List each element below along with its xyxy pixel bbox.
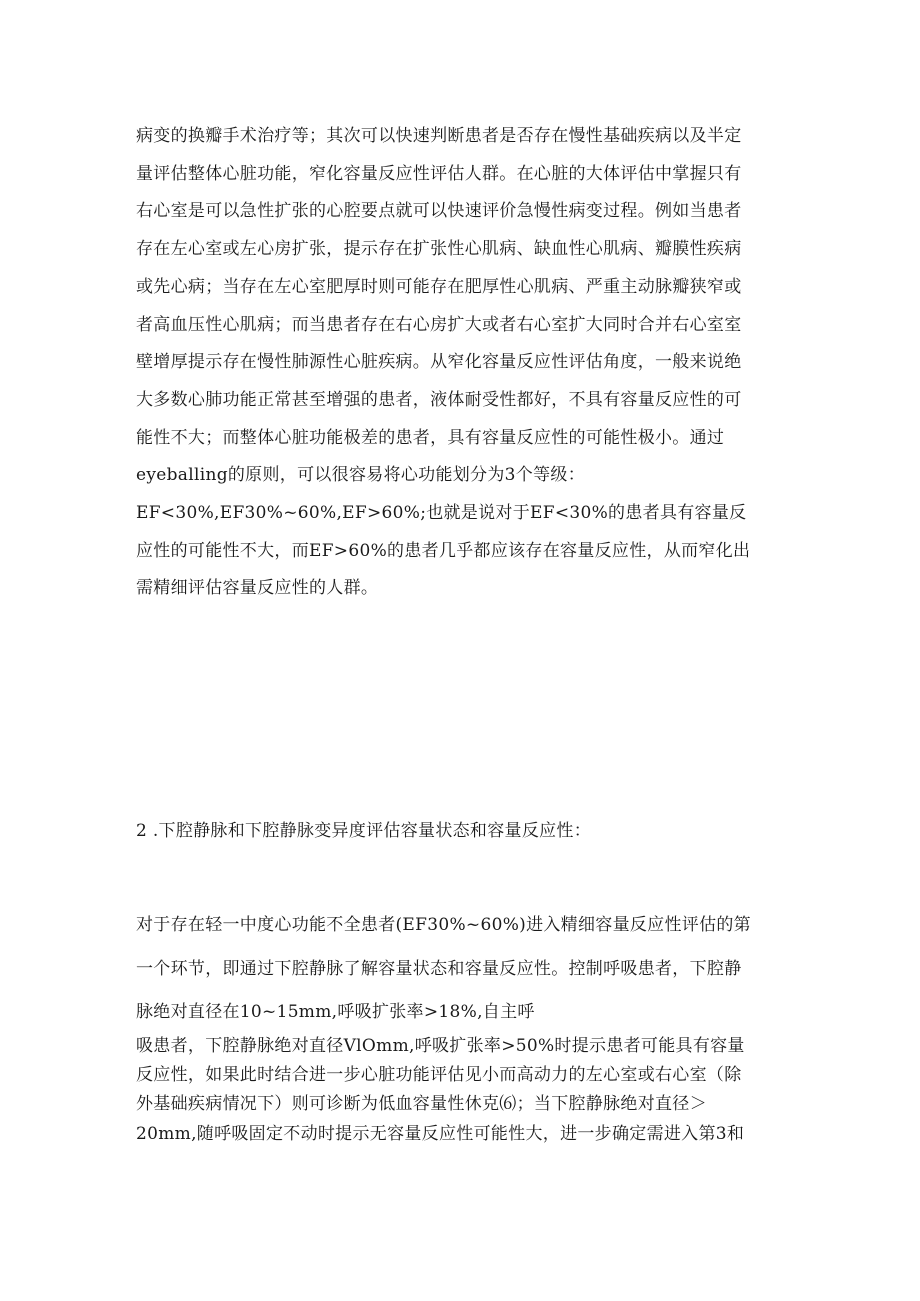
text-line: 外基础疾病情况下）则可诊断为低血容量性休克⑹；当下腔静脉绝对直径＞ [136,1094,707,1115]
text-line: 脉绝对直径在10~15mm,呼吸扩张率>18%,自主呼 [136,1002,535,1022]
text-line: eyeballing的原则，可以很容易将心功能划分为3个等级： [136,465,585,486]
paragraph-cardiac-assessment [136,118,796,608]
paragraph-ivc-assessment [136,904,796,1035]
text-line: 壁增厚提示存在慢性肺源性心脏疾病。从窄化容量反应性评估角度，一般来说绝 [136,352,742,373]
text-line: 对于存在轻一中度心功能不全患者(EF30%~60%)进入精细容量反应性评估的第 [136,915,751,935]
text-line: 右心室是可以急性扩张的心腔要点就可以快速评价急慢性病变过程。例如当患者 [136,201,742,222]
text-line: 者高血压性心肌病；而当患者存在右心房扩大或者右心室扩大同时合并右心室室 [136,314,742,335]
text-line: 吸患者，下腔静脉绝对直径VlOmm,呼吸扩张率>50%时提示患者可能具有容量 [136,1036,745,1056]
section-heading: 2 .下腔静脉和下腔静脉变异度评估容量状态和容量反应性： [136,821,592,841]
text-line: 量评估整体心脏功能，窄化容量反应性评估人群。在心脏的大体评估中掌握只有 [136,163,742,184]
text-line: 存在左心室或左心房扩张，提示存在扩张性心肌病、缺血性心肌病、瓣膜性疾病 [136,239,742,260]
text-line: 需精细评估容量反应性的人群。 [136,578,379,599]
text-line: EF<30%,EF30%~60%,EF>60%;也就是说对于EF<30%的患者具有容量反 [136,503,747,524]
paragraph-spontaneous-breathing [136,1032,796,1149]
text-line: 20mm,随呼吸固定不动时提示无容量反应性可能性大，进一步确定需进入第3和 [136,1123,745,1144]
text-line: 病变的换瓣手术治疗等；其次可以快速判断患者是否存在慢性基础疾病以及半定 [136,126,742,146]
text-line: 大多数心肺功能正常甚至增强的患者，液体耐受性都好，不具有容量反应性的可 [136,389,742,410]
text-line: 或先心病；当存在左心室肥厚时则可能存在肥厚性心肌病、严重主动脉瓣狭窄或 [136,276,742,297]
text-line: 反应性，如果此时结合进一步心脏功能评估见小而高动力的左心室或右心室（除 [136,1065,742,1086]
text-line: 能性不大；而整体心脏功能极差的患者，具有容量反应性的可能性极小。通过 [136,427,725,448]
text-line: 应性的可能性不大，而EF>60%的患者几乎都应该存在容量反应性，从而窄化出 [136,540,751,561]
text-line: 一个环节，即通过下腔静脉了解容量状态和容量反应性。控制呼吸患者，下腔静 [136,958,742,979]
